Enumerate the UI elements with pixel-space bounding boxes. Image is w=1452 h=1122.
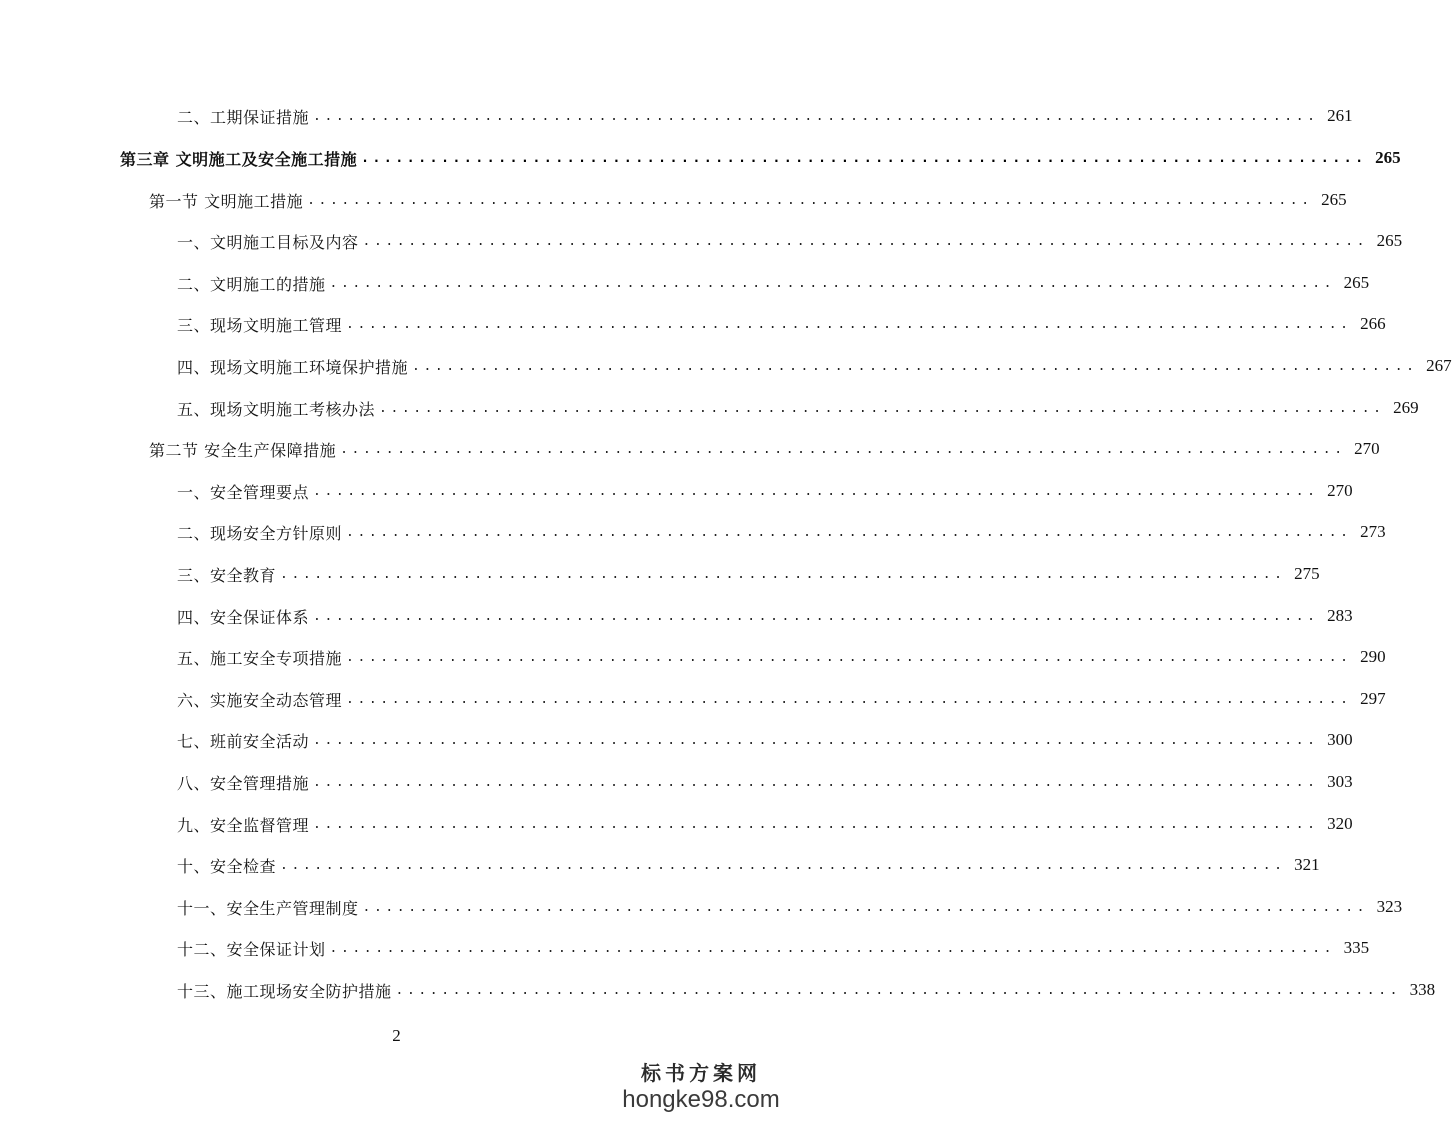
toc-entry-page: 270 [1354,439,1380,458]
toc-dot-leader: ........................................................................................ [346,524,1352,540]
toc-entry-page: 323 [1376,897,1403,916]
toc-entry[interactable] [177,226,1403,256]
toc-entry[interactable] [177,850,1320,880]
toc-entry-title: 二、现场安全方针原则 [177,523,343,543]
toc-entry-page: 303 [1327,772,1353,791]
toc-entry-title: 十、安全检查 [177,856,277,876]
toc-entry-page: 321 [1294,855,1320,874]
toc-dot-leader: ........................................................................................ [412,358,1418,374]
toc-entry-page: 265 [1375,148,1401,167]
toc-entry-title: 第三章 文明施工及安全施工措施 [120,149,358,169]
toc-dot-leader: ........................................................................................ [280,566,1286,582]
toc-dot-leader: ........................................................................................ [329,275,1336,291]
toc-entry-page: 261 [1327,106,1353,125]
toc-entry-title: 三、安全教育 [177,565,277,585]
toc-dot-leader: ........................................................................................ [395,982,1402,998]
toc-entry-page: 300 [1327,730,1353,749]
toc-entry-title: 五、施工安全专项措施 [177,648,343,668]
toc-entry[interactable] [177,393,1419,423]
toc-entry-title: 七、班前安全活动 [177,731,310,751]
toc-entry[interactable] [177,559,1320,589]
toc-entry-page: 275 [1294,564,1320,583]
toc-entry-page: 265 [1321,190,1347,209]
toc-dot-leader: ........................................................................................ [313,608,1319,624]
toc-entry-title: 九、安全监督管理 [177,815,310,835]
toc-entry-page: 265 [1376,231,1403,250]
toc-entry[interactable] [177,809,1353,839]
toc-dot-leader: ........................................................................................ [313,108,1319,124]
toc-entry-section[interactable] [149,434,1380,464]
toc-entry-title: 一、安全管理要点 [177,482,310,502]
toc-entry[interactable] [177,476,1353,506]
toc-entry-title: 八、安全管理措施 [177,773,310,793]
toc-entry-page: 338 [1409,980,1436,999]
toc-entry[interactable] [177,933,1370,963]
toc-dot-leader: ........................................................................................ [313,732,1319,748]
toc-dot-leader: ........................................................................................ [362,899,1369,915]
toc-dot-leader: ........................................................................................ [346,649,1352,665]
toc-entry[interactable] [177,101,1353,131]
toc-dot-leader: ........................................................................................ [313,483,1319,499]
toc-dot-leader: ........................................................................................ [346,691,1352,707]
toc-entry[interactable] [177,975,1436,1005]
toc-entry-page: 265 [1343,273,1370,292]
toc-entry-page: 320 [1327,814,1353,833]
toc-entry-title: 六、实施安全动态管理 [177,690,343,710]
watermark-name: 标书方案网 [641,1061,761,1085]
toc-entry-title: 三、现场文明施工管理 [177,315,343,335]
toc-entry-page: 267 [1426,356,1452,375]
toc-entry[interactable] [177,767,1353,797]
toc-entry[interactable] [177,517,1386,547]
toc-entry-page: 269 [1393,398,1419,417]
toc-entry-title: 二、工期保证措施 [177,107,310,127]
toc-dot-leader: ........................................................................................ [313,774,1319,790]
toc-entry-chapter[interactable] [120,143,1401,173]
toc-entry-page: 266 [1360,314,1386,333]
toc-entry-page: 270 [1327,481,1353,500]
toc-entry-title: 第一节 文明施工措施 [149,191,304,211]
toc-entry-page: 273 [1360,522,1386,541]
toc-dot-leader: ........................................................................................ [313,816,1319,832]
toc-entry-page: 290 [1360,647,1386,666]
watermark-logo [621,1060,781,1114]
toc-entry-section[interactable] [149,185,1347,215]
toc-dot-leader: ........................................................................................ [346,316,1352,332]
toc-entry-page: 297 [1360,689,1386,708]
toc-entry-title: 二、文明施工的措施 [177,274,326,294]
toc-entry-title: 十二、安全保证计划 [177,939,326,959]
toc-dot-leader: ........................................................................................ [329,940,1336,956]
toc-entry[interactable] [177,309,1386,339]
toc-entry-title: 四、现场文明施工环境保护措施 [177,357,409,377]
toc-entry[interactable] [177,268,1370,298]
toc-entry-page: 335 [1343,938,1370,957]
toc-entry[interactable] [177,642,1386,672]
toc-entry[interactable] [177,601,1353,631]
toc-entry[interactable] [177,684,1386,714]
watermark-url: hongke98.com [622,1086,780,1113]
toc-entry[interactable] [177,892,1403,922]
toc-entry[interactable] [177,725,1353,755]
page-number: 2 [392,1026,401,1045]
toc-entry-title: 十三、施工现场安全防护措施 [177,981,392,1001]
toc-dot-leader: ........................................................................................ [307,192,1313,208]
toc-entry-title: 四、安全保证体系 [177,607,310,627]
toc-dot-leader: ........................................................................................ [379,400,1385,416]
toc-dot-leader: ........................................................................................ [362,233,1369,249]
toc-entry[interactable] [177,351,1452,381]
toc-dot-leader: ........................................................................................ [361,150,1367,166]
toc-dot-leader: ........................................................................................ [340,441,1346,457]
toc-dot-leader: ........................................................................................ [280,857,1286,873]
toc-entry-title: 第二节 安全生产保障措施 [149,440,337,460]
toc-entry-title: 十一、安全生产管理制度 [177,898,359,918]
toc-entry-title: 一、文明施工目标及内容 [177,232,359,252]
toc-entry-title: 五、现场文明施工考核办法 [177,399,376,419]
toc-entry-page: 283 [1327,606,1353,625]
